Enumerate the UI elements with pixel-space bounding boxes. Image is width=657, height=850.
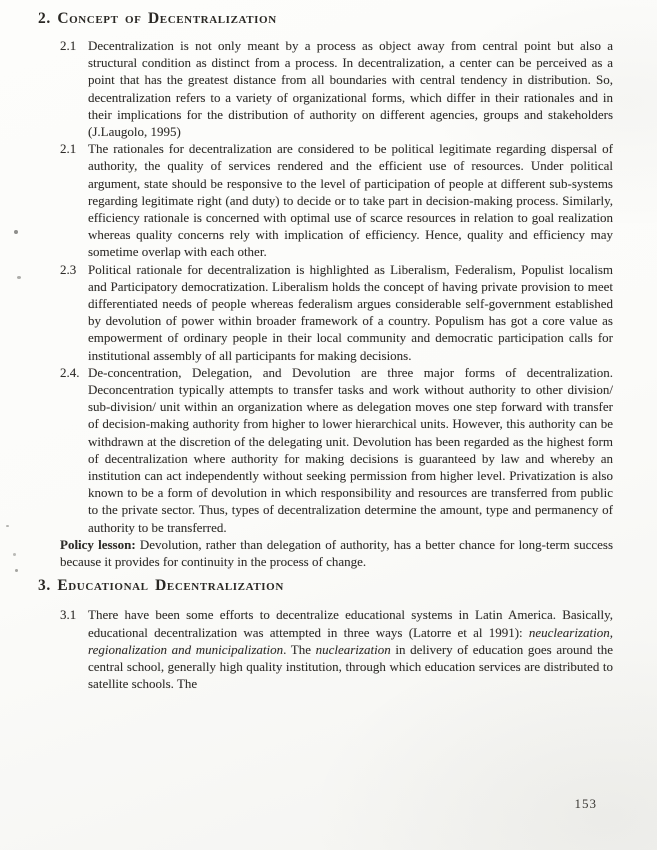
policy-lesson-text: Devolution, rather than delegation of authority, has a better chance for long-term success because it provides for continuity in the process of change. [60, 536, 614, 570]
item-text: De-concentration, Delegation, and Devolution are three major forms of decentralization. Deconcentration typically attempts to transfer tasks and work without authority to other division/ sub-division/ unit within an organization where as delegation moves one step forward with transfer of decision-making authority from higher to lower hierarchical units. However, this authority can be withdrawn at the discretion of the delegating unit. Devolution has been regarded as the highest form of decentralization where authority for making decisions is guaranteed by law and whereby an institution can act independently without seeking permission from higher level. Privatization is also known to be a form of devolution in which responsibility and resources are transferred from public to the private sector. Thus, types of decentralization determine the amount, type and permanency of authority to be transferred. [88, 364, 613, 535]
list-item-2-1a [38, 37, 613, 140]
item-text-segment: in delivery of education goes around the central school, generally high quality institution, through which education services are distributed to satellite schools. The [88, 641, 613, 692]
scan-speck [17, 276, 21, 279]
item-number: 2.4. [60, 364, 80, 380]
page-number: 153 [574, 796, 597, 811]
item-text: Decentralization is not only meant by a process as object away from central point but also a structural condition as distinct from a process. In decentralization, a center can be perceived as a point that has the greatest distance from all boundaries with central tendency in distribution. So, decentralization refers to a variety of organizational forms, which differ in their rationales and in their implications for the distribution of authority on different agencies, groups and stakeholders (J.Laugolo, 1995) [88, 38, 613, 140]
item-number: 2.1 [60, 38, 77, 53]
scan-speck [6, 525, 9, 527]
item-number: 3.1 [60, 607, 77, 623]
item-text: Political rationale for decentralization is highlighted as Liberalism, Federalism, Populist localism and Participatory democratization. Liberalism holds the concept of having private provision to meet differentiated needs of people whereas federalism argues considerable self-government established by devolution of power within broader framework of a country. Populism has got a core value as empowerment of ordinary people in their local community and democratic participation calls for institutional assembly of all participants for making decisions. [88, 261, 613, 363]
item-text-segment-italic: neuclearization, regionalization and municipalization [88, 624, 613, 657]
list-item-3-1 [38, 606, 613, 692]
list-item-2-1b [38, 140, 613, 260]
scan-speck [14, 230, 18, 234]
section-number: 2. [38, 10, 51, 27]
scan-speck [13, 553, 16, 556]
section-title: Educational Decentralization [57, 577, 284, 595]
section-heading-educational [38, 577, 613, 595]
item-number: 2.1 [60, 141, 77, 157]
item-text-segment: . The [283, 641, 316, 657]
policy-lesson [60, 536, 613, 570]
list-item-2-4 [38, 364, 613, 536]
section-number: 3. [38, 577, 51, 595]
page-content [38, 10, 613, 692]
item-text [88, 607, 613, 691]
section-title: Concept of Decentralization [57, 10, 277, 27]
item-text-segment-italic: nuclearization [315, 641, 391, 657]
list-item-2-3 [38, 261, 613, 364]
item-text: The rationales for decentralization are considered to be political legitimate regarding dispersal of authority, the quality of services rendered and the efficient use of resources. Under political argument, state should be responsive to the level of participation of people at different sub-systems regarding legitimate right (and duty) to decide or to take part in decision-making process. Similarly, efficiency rationale is concerned with optimal use of scarce resources in relation to goal realization whereas quality concerns rely with implication of efficiency. Hence, quality and efficiency may sometime overlap with each other. [88, 141, 613, 260]
item-text-segment: There have been some efforts to decentralize educational systems in Latin America. Basically, educational decentralization was attempted in three ways (Latorre et al 1991): [88, 607, 613, 640]
section-heading-concept [38, 10, 613, 28]
scan-speck [15, 569, 18, 572]
item-number: 2.3 [60, 261, 77, 277]
policy-lesson-label: Policy lesson: [60, 536, 136, 552]
